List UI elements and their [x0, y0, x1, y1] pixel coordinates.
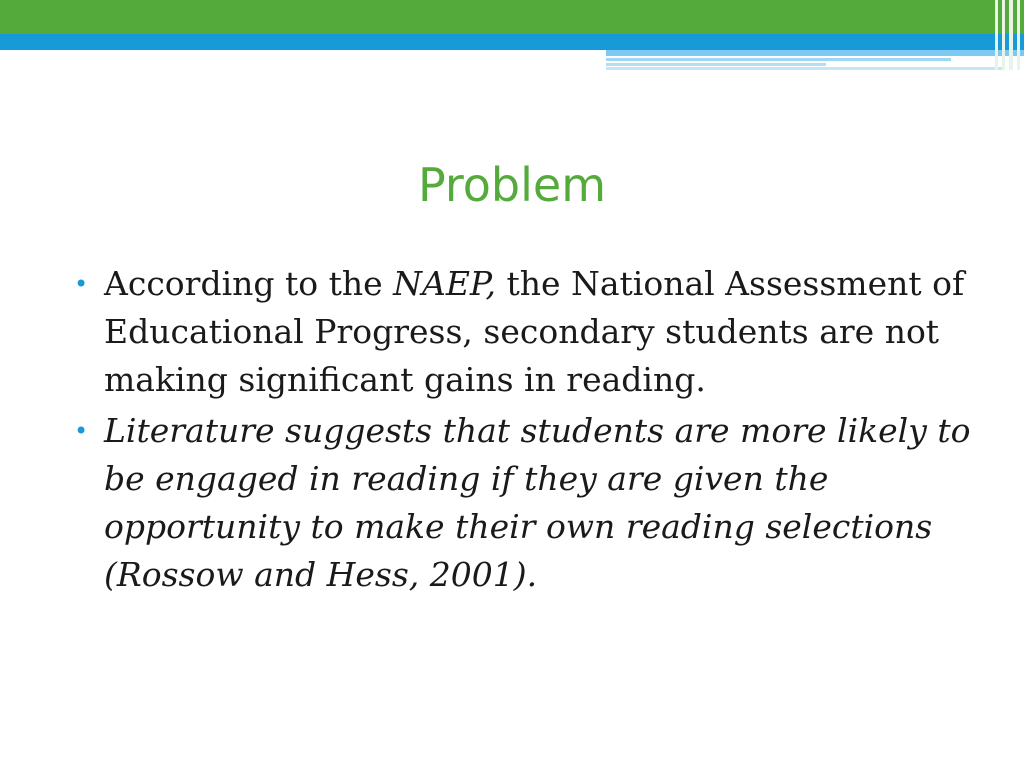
header-vertical-stripe	[1009, 0, 1013, 70]
header-light-blue-band	[606, 50, 1024, 56]
bullet-item-literature	[74, 407, 974, 599]
bullet-text-pre: According to the	[104, 264, 394, 303]
header-vertical-stripe	[1002, 0, 1005, 70]
header-blue-band	[0, 34, 1024, 50]
bullet-item-naep	[74, 260, 974, 404]
bullet-text-emphasis: NAEP,	[393, 264, 496, 303]
bullet-dot-icon: •	[74, 270, 89, 298]
slide-body	[74, 260, 974, 602]
header-accent-line-3	[606, 67, 1004, 70]
bullet-text: Literature suggests that students are more likely to be engaged in reading if they are given the opportunity to make their own reading selections (Rossow and Hess, 2001).	[104, 411, 971, 594]
bullet-text-post: the National Assessment of Educational Progress, secondary students are not making significant gains in reading.	[104, 264, 965, 399]
slide-title: Problem	[417, 158, 607, 212]
header-vertical-stripe	[1017, 0, 1020, 70]
header-green-band	[0, 0, 1024, 34]
header-vertical-stripe	[995, 0, 998, 70]
header-accent-line-1	[606, 58, 951, 61]
bullet-dot-icon: •	[74, 417, 89, 445]
header-accent-line-2	[606, 63, 826, 66]
